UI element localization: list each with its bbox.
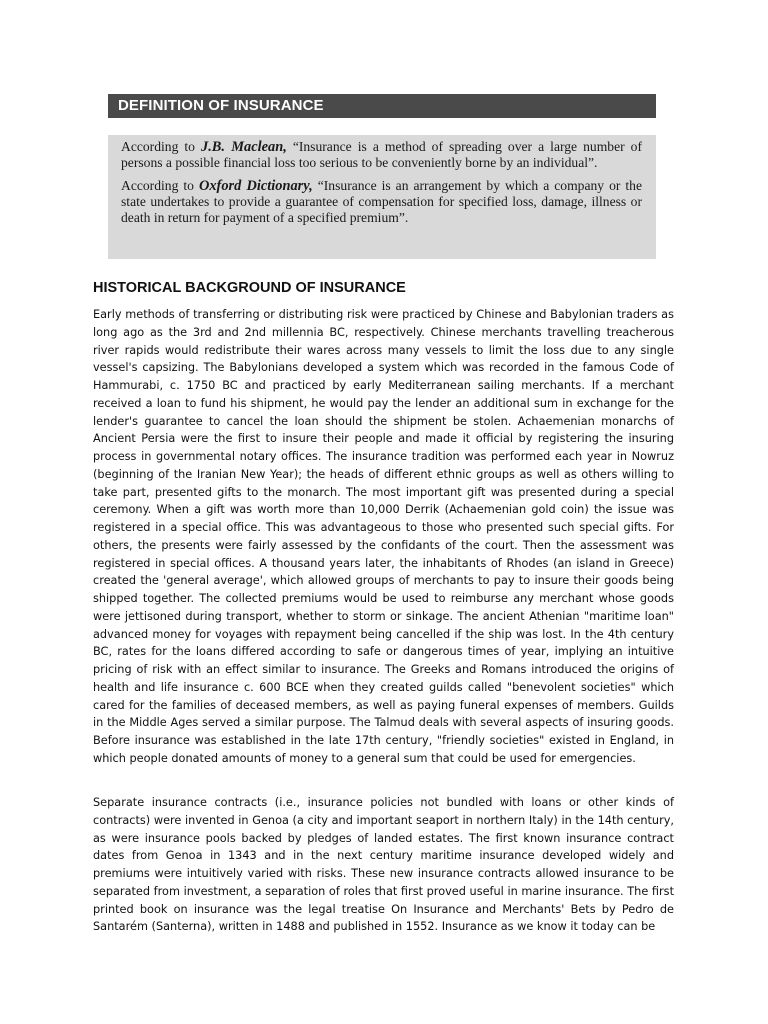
definition-oxford-text: “Insurance is an arrangement by which a company or the state undertakes to provide a guarantee of compensation for specified loss, damage, illness or death in return for payment of a specified premium”.	[121, 177, 642, 226]
definition-oxford	[121, 178, 642, 227]
definition-box	[108, 135, 656, 259]
definition-maclean-prefix: According to	[121, 139, 202, 154]
history-paragraph-2: Separate insurance contracts (i.e., insurance policies not bundled with loans or other kinds of contracts) were invented in Genoa (a city and important seaport in northern Italy) in the 14th century, as were insurance pools backed by pledges of landed estates. The first known insurance contract dates from Genoa in 1343 and in the next century maritime insurance developed widely and premiums were intuitively varied with risks. These new insurance contracts allowed insurance to be separated from investment, a separation of roles that first proved useful in marine insurance. The first printed book on insurance was the legal treatise On Insurance and Merchants' Bets by Pedro de Santarém (Santerna), written in 1488 and published in 1552. Insurance as we know it today can be	[93, 796, 674, 934]
definition-maclean	[121, 139, 642, 172]
history-paragraph-1: Early methods of transferring or distributing risk were practiced by Chinese and Babylonian traders as long ago as the 3rd and 2nd millennia BC, respectively. Chinese merchants travelling treacherous river rapids would redistribute their wares across many vessels to limit the loss due to any single vessel's capsizing. The Babylonians developed a system which was recorded in the famous Code of Hammurabi, c. 1750 BC and practiced by early Mediterranean sailing merchants. If a merchant received a loan to fund his shipment, he would pay the lender an additional sum in exchange for the lender's guarantee to cancel the loan should the shipment be stolen. Achaemenian monarchs of Ancient Persia were the first to insure their people and made it official by registering the insuring process in governmental notary offices. The insurance tradition was performed each year in Nowruz (beginning of the Iranian New Year); the heads of different ethnic groups as well as others willing to take part, presented gifts to the monarch. The most important gift was presented during a special ceremony. When a gift was worth more than 10,000 Derrik (Achaemenian gold coin) the issue was registered in a special office. This was advantageous to those who presented such special gifts. For others, the presents were fairly assessed by the confidants of the court. Then the assessment was registered in special offices. A thousand years later, the inhabitants of Rhodes (an island in Greece) created the 'general average', which allowed groups of merchants to pay to insure their goods being shipped together. The collected premiums would be used to reimburse any merchant whose goods were jettisoned during transport, whether to storm or sinkage. The ancient Athenian "maritime loan" advanced money for voyages with repayment being cancelled if the ship was lost. In the 4th century BC, rates for the loans differed according to safe or dangerous times of year, implying an intuitive pricing of risk with an effect similar to insurance. The Greeks and Romans introduced the origins of health and life insurance c. 600 BCE when they created guilds called "benevolent societies" which cared for the families of deceased members, as well as paying funeral expenses of members. Guilds in the Middle Ages served a similar purpose. The Talmud deals with several aspects of insuring goods. Before insurance was established in the late 17th century, "friendly societies" existed in England, in which people donated amounts of money to a general sum that could be used for emergencies.	[93, 308, 674, 765]
definition-maclean-source: J.B. Maclean,	[201, 139, 287, 155]
definition-banner	[108, 94, 656, 118]
definition-maclean-text: “Insurance is a method of spreading over a large number of persons a possible financial loss too serious to be conveniently borne by an individual”.	[121, 139, 642, 171]
definition-oxford-prefix: According to	[121, 177, 199, 193]
definition-oxford-source: Oxford Dictionary,	[198, 177, 313, 194]
definition-banner-title: DEFINITION OF INSURANCE	[118, 97, 324, 114]
history-heading: HISTORICAL BACKGROUND OF INSURANCE	[93, 280, 406, 296]
